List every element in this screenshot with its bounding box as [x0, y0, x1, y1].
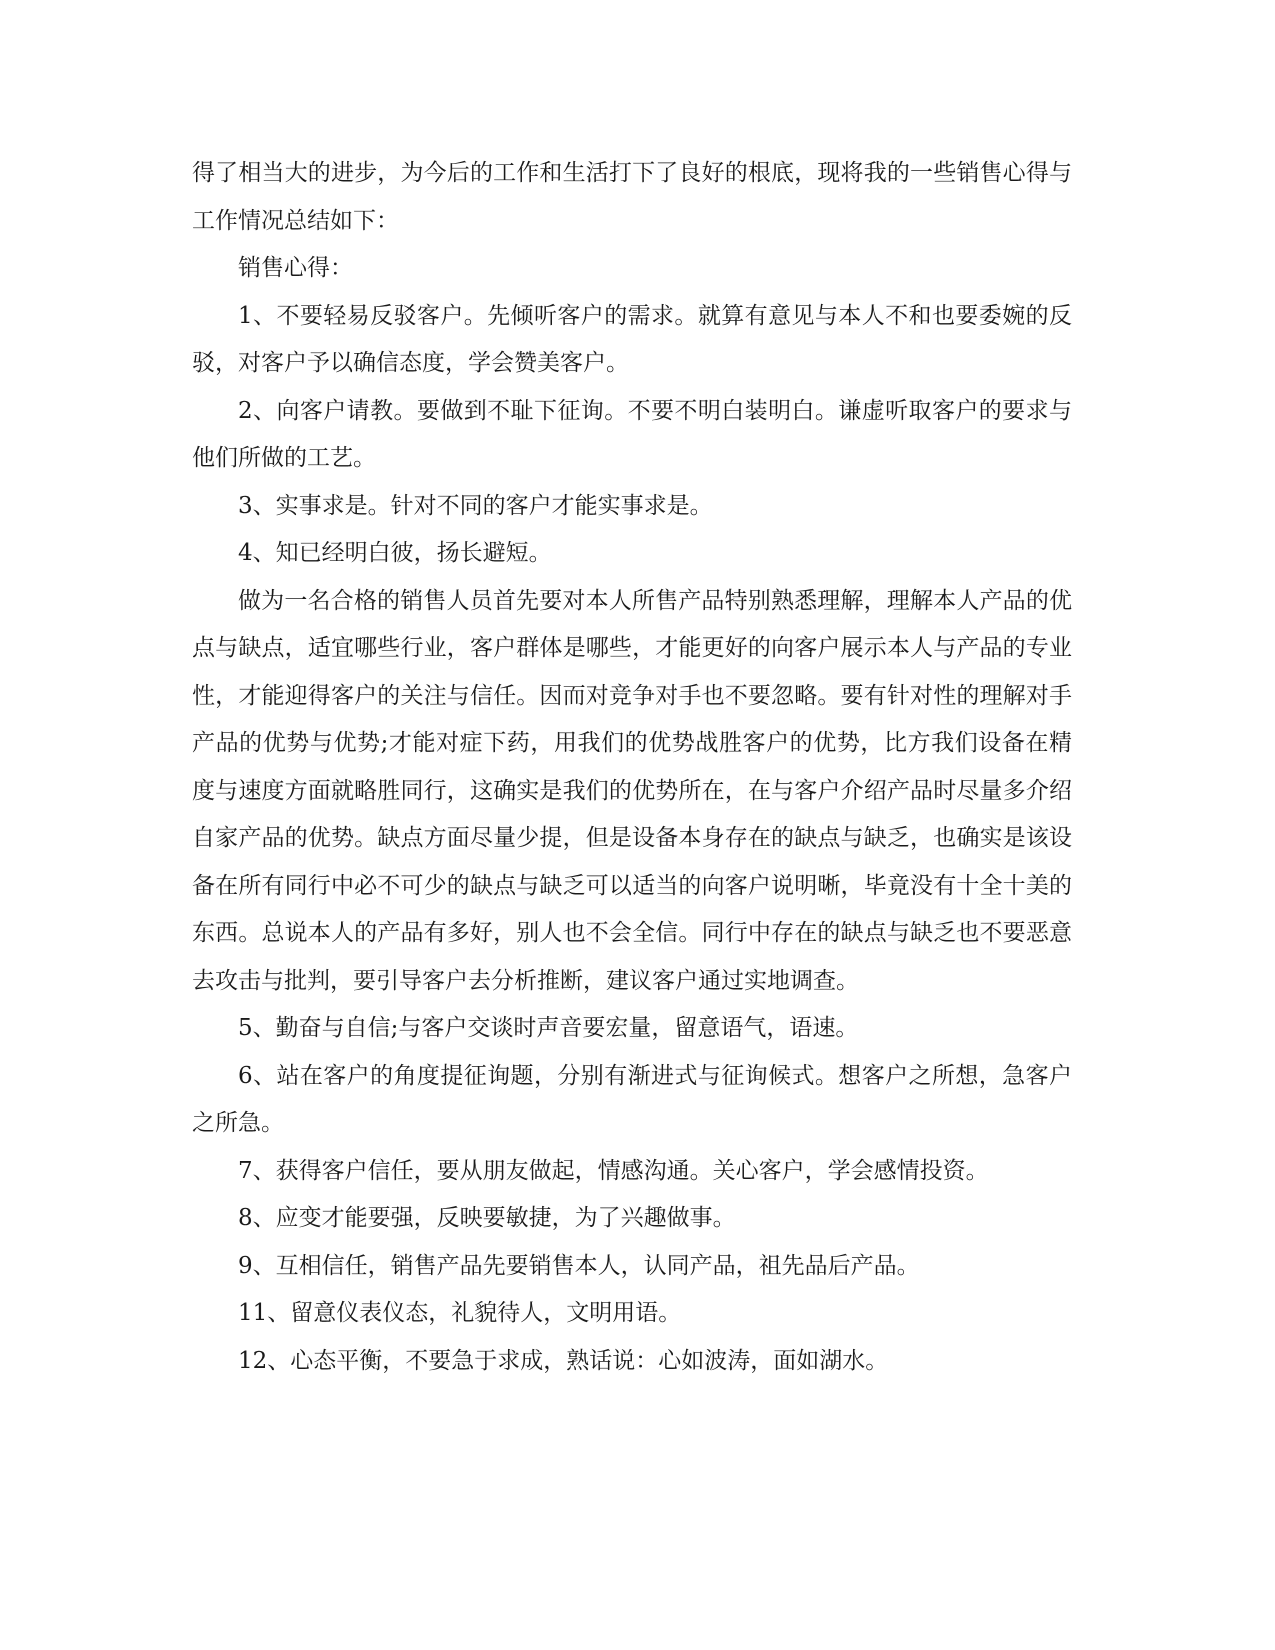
- list-item-2: 2、向客户请教。要做到不耻下征询。不要不明白装明白。谦虚听取客户的要求与他们所做的工艺。: [192, 397, 1072, 471]
- list-item-12: 12、心态平衡，不要急于求成，熟话说：心如波涛，面如湖水。: [238, 1347, 889, 1374]
- document-body: [192, 150, 1072, 1385]
- list-item-4: 4、知已经明白彼，扬长避短。: [238, 540, 552, 566]
- list-item-5: 5、勤奋与自信;与客户交谈时声音要宏量，留意语气，语速。: [238, 1015, 859, 1041]
- list-item-9: 9、互相信任，销售产品先要销售本人，认同产品，祖先品后产品。: [238, 1252, 920, 1279]
- list-item-7: 7、获得客户信任，要从朋友做起，情感沟通。关心客户，学会感情投资。: [238, 1157, 989, 1184]
- paragraph-product-knowledge: 做为一名合格的销售人员首先要对本人所售产品特别熟悉理解，理解本人产品的优点与缺点，适宜哪些行业，客户群体是哪些，才能更好的向客户展示本人与产品的专业性，才能迎得客户的关注与信任。因而对竞争对手也不要忽略。要有针对性的理解对手产品的优势与优势;才能对症下药，用我们的优势战胜客户的优势，比方我们设备在精度与速度方面就略胜同行，这确实是我们的优势所在，在与客户介绍产品时尽量多介绍自家产品的优势。缺点方面尽量少提，但是设备本身存在的缺点与缺乏，也确实是该设备在所有同行中必不可少的缺点与缺乏可以适当的向客户说明晰，毕竟没有十全十美的东西。总说本人的产品有多好，别人也不会全信。同行中存在的缺点与缺乏也不要恶意去攻击与批判，要引导客户去分析推断，建议客户通过实地调查。: [192, 587, 1072, 994]
- list-item-8: 8、应变才能要强，反映要敏捷，为了兴趣做事。: [238, 1205, 736, 1231]
- list-item-3: 3、实事求是。针对不同的客户才能实事求是。: [238, 492, 713, 519]
- heading-sales-insights: 销售心得：: [238, 255, 353, 281]
- list-item-1: 1、不要轻易反驳客户。先倾听客户的需求。就算有意见与本人不和也要委婉的反驳，对客户予以确信态度，学会赞美客户。: [192, 302, 1072, 376]
- list-item-11: 11、留意仪表仪态，礼貌待人，文明用语。: [238, 1300, 682, 1326]
- list-item-6: 6、站在客户的角度提征询题，分别有渐进式与征询候式。想客户之所想，急客户之所急。: [192, 1062, 1072, 1136]
- paragraph-continued-intro: 得了相当大的进步，为今后的工作和生活打下了良好的根底，现将我的一些销售心得与工作情况总结如下：: [192, 160, 1072, 234]
